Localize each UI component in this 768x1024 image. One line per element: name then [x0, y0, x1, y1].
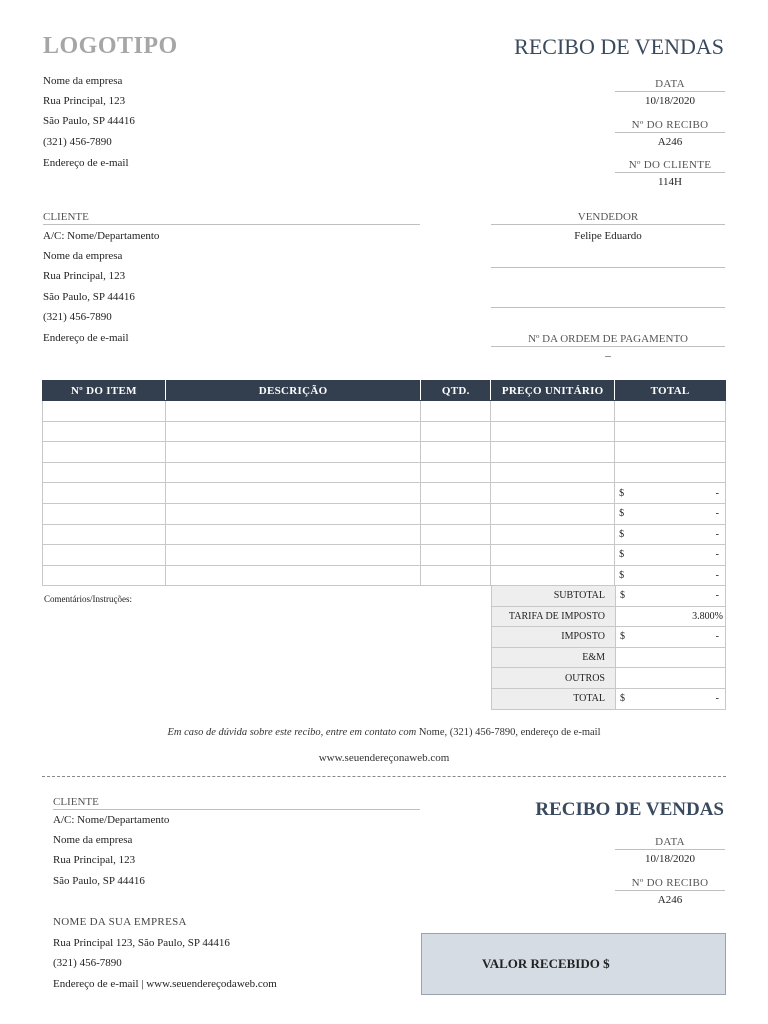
company-street: Rua Principal, 123 [43, 95, 126, 107]
stub-date-label: DATA [615, 836, 725, 850]
description-cell[interactable] [165, 503, 421, 524]
quantity-cell[interactable] [421, 565, 491, 586]
tax-rate-amount: 3.800% [692, 610, 723, 622]
client-phone: (321) 456-7890 [43, 311, 112, 323]
item-cell[interactable] [43, 462, 166, 483]
item-cell[interactable] [43, 545, 166, 566]
other-label: OUTROS [492, 668, 616, 689]
seller-divider [491, 307, 725, 308]
total-cell [615, 524, 726, 545]
quantity-cell[interactable] [421, 442, 491, 463]
other-value[interactable] [616, 668, 726, 689]
col-description: DESCRIÇÃO [165, 381, 421, 401]
col-item-number: Nº DO ITEM [43, 381, 166, 401]
contact-note-details: Nome, (321) 456-7890, endereço de e-mail [416, 727, 601, 738]
company-city: São Paulo, SP 44416 [43, 115, 135, 127]
amount-received-box[interactable] [421, 933, 726, 995]
currency-symbol: $ [620, 631, 625, 643]
company-email: Endereço de e-mail [43, 157, 129, 169]
company-name: Nome da empresa [43, 75, 123, 87]
seller-name[interactable]: Felipe Eduardo [574, 230, 642, 242]
stub-client-company: Nome da empresa [53, 834, 133, 846]
amount-received-label: VALOR RECEBIDO $ [482, 956, 610, 971]
unit-price-cell[interactable] [491, 524, 615, 545]
table-row [43, 565, 726, 586]
client-label: CLIENTE [43, 211, 420, 225]
client-city: São Paulo, SP 44416 [43, 291, 135, 303]
currency-symbol: $ [620, 590, 625, 602]
em-value[interactable] [616, 647, 726, 668]
stub-date-block [615, 836, 725, 865]
comments-label: Comentários/Instruções: [44, 594, 132, 604]
total-cell [615, 565, 726, 586]
table-row [43, 462, 726, 483]
table-row [43, 421, 726, 442]
total-cell [615, 421, 726, 442]
tax-rate-label: TARIFA DE IMPOSTO [492, 606, 616, 627]
item-cell[interactable] [43, 503, 166, 524]
stub-client-attn: A/C: Nome/Departamento [53, 814, 170, 826]
item-cell[interactable] [43, 524, 166, 545]
currency-symbol: $ [619, 487, 625, 499]
subtotal-value [616, 586, 726, 607]
cut-line [42, 776, 726, 777]
unit-price-cell[interactable] [491, 565, 615, 586]
stub-company-phone: (321) 456-7890 [53, 957, 122, 969]
total-cell [615, 503, 726, 524]
logo-placeholder: LOGOTIPO [43, 33, 178, 59]
stub-receipt-title: RECIBO DE VENDAS [535, 799, 724, 820]
total-amount: - [715, 487, 719, 499]
col-unit-price: PREÇO UNITÁRIO [491, 381, 615, 401]
col-quantity: QTD. [421, 381, 491, 401]
stub-client-city: São Paulo, SP 44416 [53, 875, 145, 887]
unit-price-cell[interactable] [491, 421, 615, 442]
client-number-value[interactable]: 114H [657, 176, 683, 188]
total-value [616, 688, 726, 709]
tax-rate-row [492, 606, 726, 627]
item-cell[interactable] [43, 401, 166, 422]
description-cell[interactable] [165, 462, 421, 483]
date-value[interactable]: 10/18/2020 [644, 95, 696, 107]
payment-order-label: Nº DA ORDEM DE PAGAMENTO [491, 333, 725, 347]
total-cell [615, 545, 726, 566]
em-row [492, 647, 726, 668]
company-phone: (321) 456-7890 [43, 136, 112, 148]
description-cell[interactable] [165, 401, 421, 422]
client-number-label: Nº DO CLIENTE [615, 159, 725, 173]
description-cell[interactable] [165, 442, 421, 463]
total-cell [615, 462, 726, 483]
total-row [492, 688, 726, 709]
stub-company-contact: Endereço de e-mail | www.seuendereçodaweb.com [53, 978, 277, 990]
subtotal-row [492, 586, 726, 607]
contact-note-italic: Em caso de dúvida sobre este recibo, entre em contato com [167, 727, 417, 738]
stub-client-street: Rua Principal, 123 [53, 854, 136, 866]
quantity-cell[interactable] [421, 503, 491, 524]
other-row [492, 668, 726, 689]
receipt-number-block [615, 119, 725, 148]
client-email: Endereço de e-mail [43, 332, 129, 344]
subtotal-amount: - [715, 590, 719, 602]
description-cell[interactable] [165, 524, 421, 545]
tax-rate-value[interactable] [616, 606, 726, 627]
stub-receipt-number-value[interactable]: A246 [657, 894, 683, 906]
quantity-cell[interactable] [421, 524, 491, 545]
unit-price-cell[interactable] [491, 401, 615, 422]
total-amount: - [715, 528, 719, 540]
stub-receipt-number-block [615, 877, 725, 906]
description-cell[interactable] [165, 483, 421, 504]
item-cell[interactable] [43, 421, 166, 442]
description-cell[interactable] [165, 565, 421, 586]
tax-row [492, 627, 726, 648]
quantity-cell[interactable] [421, 545, 491, 566]
table-row [43, 401, 726, 422]
receipt-title: RECIBO DE VENDAS [514, 34, 724, 59]
currency-symbol: $ [619, 508, 625, 520]
client-number-block [615, 159, 725, 188]
total-amount: - [715, 549, 719, 561]
currency-symbol: $ [620, 693, 625, 705]
unit-price-cell[interactable] [491, 503, 615, 524]
seller-label: VENDEDOR [491, 211, 725, 225]
stub-company-address: Rua Principal 123, São Paulo, SP 44416 [53, 937, 230, 949]
table-row [43, 442, 726, 463]
item-cell[interactable] [43, 442, 166, 463]
table-row [43, 503, 726, 524]
stub-client-label: CLIENTE [53, 796, 420, 810]
stub-date-value[interactable]: 10/18/2020 [644, 853, 696, 865]
em-label: E&M [492, 647, 616, 668]
description-cell[interactable] [165, 545, 421, 566]
tax-amount: - [715, 631, 719, 643]
description-cell[interactable] [165, 421, 421, 442]
quantity-cell[interactable] [421, 483, 491, 504]
total-cell [615, 442, 726, 463]
unit-price-cell[interactable] [491, 462, 615, 483]
item-cell[interactable] [43, 483, 166, 504]
date-block [615, 78, 725, 107]
unit-price-cell[interactable] [491, 483, 615, 504]
tax-label: IMPOSTO [492, 627, 616, 648]
contact-note [0, 727, 768, 738]
total-cell [615, 401, 726, 422]
client-street: Rua Principal, 123 [43, 270, 126, 282]
items-table-header [43, 381, 726, 401]
client-attn: A/C: Nome/Departamento [43, 230, 160, 242]
currency-symbol: $ [619, 549, 625, 561]
totals-table [491, 585, 726, 710]
total-label: TOTAL [492, 688, 616, 709]
payment-order-value[interactable]: – [605, 350, 611, 362]
subtotal-label: SUBTOTAL [492, 586, 616, 607]
receipt-number-value[interactable]: A246 [657, 136, 683, 148]
grand-total-amount: - [715, 693, 719, 705]
items-table [42, 380, 726, 586]
table-row [43, 524, 726, 545]
receipt-number-label: Nº DO RECIBO [615, 119, 725, 133]
quantity-cell[interactable] [421, 421, 491, 442]
stub-company-name: NOME DA SUA EMPRESA [53, 916, 187, 928]
total-cell [615, 483, 726, 504]
currency-symbol: $ [619, 570, 625, 582]
stub-receipt-number-label: Nº DO RECIBO [615, 877, 725, 891]
col-total: TOTAL [615, 381, 726, 401]
total-amount: - [715, 570, 719, 582]
unit-price-cell[interactable] [491, 545, 615, 566]
client-company: Nome da empresa [43, 250, 123, 262]
item-cell[interactable] [43, 565, 166, 586]
table-row [43, 483, 726, 504]
currency-symbol: $ [619, 528, 625, 540]
tax-value [616, 627, 726, 648]
date-label: DATA [615, 78, 725, 92]
quantity-cell[interactable] [421, 462, 491, 483]
table-row [43, 545, 726, 566]
website-link[interactable]: www.seuendereçonaweb.com [318, 752, 450, 764]
quantity-cell[interactable] [421, 401, 491, 422]
seller-divider [491, 267, 725, 268]
unit-price-cell[interactable] [491, 442, 615, 463]
total-amount: - [715, 508, 719, 520]
